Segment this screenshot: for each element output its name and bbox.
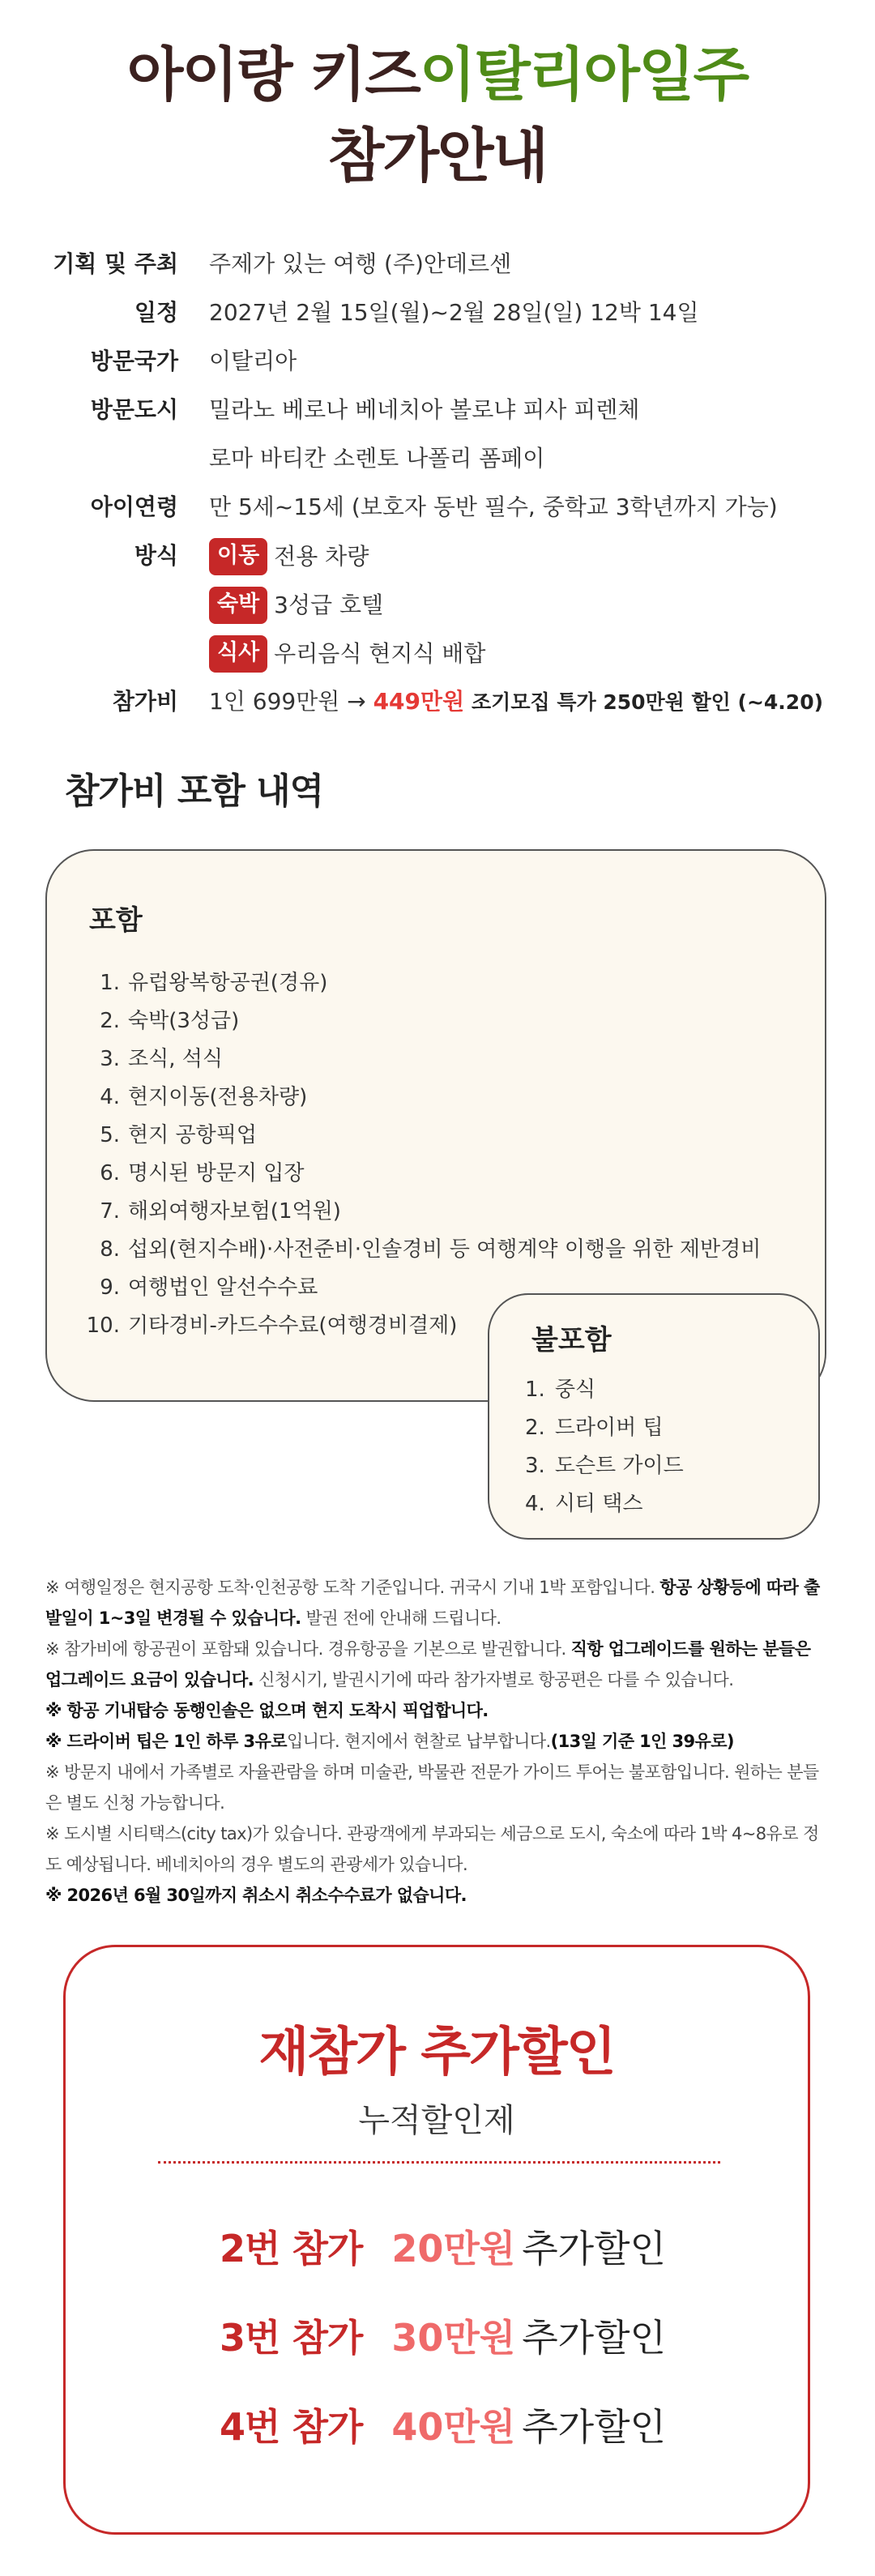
info-value: 2027년 2월 15일(월)~2월 28일(일) 12박 14일	[209, 299, 699, 326]
list-item: 5. 현지 공항픽업	[100, 1123, 257, 1147]
info-value: 만 5세~15세 (보호자 동반 필수, 중학교 3학년까지 가능)	[209, 493, 778, 520]
discount-row	[220, 2309, 666, 2365]
method-text: 3성급 호텔	[274, 592, 384, 618]
info-row-cities-2	[0, 434, 875, 483]
discount-subtitle: 누적할인제	[358, 2102, 515, 2139]
discount-box	[63, 1945, 810, 2535]
fee-new: 449만원	[373, 688, 465, 715]
info-label: 방문국가	[90, 348, 178, 374]
discount-label: 추가할인	[522, 2405, 666, 2449]
exclude-box	[488, 1293, 820, 1540]
include-list	[79, 964, 761, 1345]
list-item: 8. 섭외(현지수배)·사전준비·인솔경비 등 여행계약 이행을 위한 제반경비	[100, 1237, 762, 1262]
fee-note: 조기모집 특가 250만원 할인 (~4.20)	[472, 690, 824, 714]
info-value: 이탈리아	[209, 348, 297, 374]
info-label: 기획 및 주최	[53, 250, 178, 277]
discount-row	[220, 2398, 666, 2454]
info-row-method-3	[0, 629, 875, 677]
info-value: 로마 바티칸 소렌토 나폴리 폼페이	[209, 445, 545, 472]
fee-value	[209, 677, 823, 727]
method-item	[209, 580, 383, 630]
info-label: 방식	[134, 542, 178, 569]
method-tag: 식사	[209, 635, 267, 673]
list-item: 1. 중식	[525, 1378, 596, 1402]
list-item: 3. 도슨트 가이드	[525, 1454, 684, 1478]
section-title: 참가비 포함 내역	[65, 771, 324, 812]
note-airfare: ※ 참가비에 항공권이 포함돼 있습니다. 경유항공을 기본으로 발권합니다. 직항 업그레이드를 원하는 분들은 업그레이드 요금이 있습니다. 신청시기, 발권시기에 따라 참가자별로 항공편은 다를 수 있습니다.	[45, 1639, 811, 1690]
exclude-title: 불포함	[531, 1324, 612, 1356]
discount-label: 추가할인	[522, 2227, 666, 2271]
info-value: 밀라노 베로나 베네치아 볼로냐 피사 피렌체	[209, 396, 640, 423]
discount-amount: 40만원	[391, 2405, 516, 2449]
info-row-schedule	[0, 288, 875, 337]
method-text: 우리음식 현지식 배합	[274, 640, 486, 667]
info-row-cities	[0, 386, 875, 434]
include-title: 포함	[89, 904, 143, 937]
discount-count: 2번 참가	[220, 2227, 363, 2271]
title-part2: 이탈리아일주	[419, 41, 749, 109]
note-museum: ※ 방문지 내에서 가족별로 자율관람을 하며 미술관, 박물관 전문가 가이드 투어는 불포함입니다. 원하는 분들은 별도 신청 가능합니다.	[45, 1762, 819, 1813]
list-item: 4. 현지이동(전용차량)	[100, 1085, 308, 1109]
exclude-list	[525, 1371, 684, 1523]
info-value: 주제가 있는 여행 (주)안데르센	[209, 250, 512, 277]
list-item: 2. 드라이버 팁	[525, 1416, 664, 1440]
note-flight-schedule: ※ 여행일정은 현지공항 도착·인천공항 도착 기준입니다. 귀국시 기내 1박 포함입니다. 항공 상황등에 따라 출발일이 1~3일 변경될 수 있습니다. 발권 전에 안내해 드립니다.	[45, 1578, 820, 1628]
list-item: 3. 조식, 석식	[100, 1047, 223, 1071]
fee-original: 1인 699만원 →	[209, 688, 366, 715]
notes	[45, 1572, 831, 1911]
list-item: 2. 숙박(3성급)	[100, 1009, 240, 1033]
discount-divider	[158, 2161, 720, 2164]
info-row-method-2	[0, 580, 875, 629]
method-item	[209, 629, 485, 678]
page-title	[0, 34, 875, 196]
list-item: 10. 기타경비-카드수수료(여행경비결제)	[86, 1314, 458, 1338]
method-tag: 숙박	[209, 587, 267, 624]
discount-count: 3번 참가	[220, 2316, 363, 2360]
info-row-method	[0, 532, 875, 580]
title-line2: 참가안내	[327, 122, 548, 190]
info-label: 일정	[134, 299, 178, 326]
note-pickup: ※ 항공 기내탑승 동행인솔은 없으며 현지 도착시 픽업합니다.	[45, 1701, 489, 1720]
info-label: 아이연령	[90, 493, 178, 520]
discount-label: 추가할인	[522, 2316, 666, 2360]
discount-amount: 30만원	[391, 2316, 516, 2360]
info-label: 참가비	[112, 688, 178, 715]
discount-row	[220, 2219, 666, 2276]
list-item: 4. 시티 택스	[525, 1492, 643, 1516]
discount-amount: 20만원	[391, 2227, 516, 2271]
note-cancellation: ※ 2026년 6월 30일까지 취소시 취소수수료가 없습니다.	[45, 1886, 467, 1905]
list-item: 6. 명시된 방문지 입장	[100, 1161, 305, 1185]
info-row-host	[0, 240, 875, 288]
discount-title: 재참가 추가할인	[258, 2023, 615, 2083]
method-item	[209, 532, 369, 581]
info-row-age	[0, 483, 875, 532]
method-tag: 이동	[209, 538, 267, 575]
info-row-country	[0, 337, 875, 386]
info-row-fee	[0, 677, 875, 726]
note-city-tax: ※ 도시별 시티택스(city tax)가 있습니다. 관광객에게 부과되는 세금으로 도시, 숙소에 따라 1박 4~8유로 정도 예상됩니다. 베네치아의 경우 별도의 관광세가 있습니다.	[45, 1824, 819, 1874]
discount-count: 4번 참가	[220, 2405, 363, 2449]
list-item: 9. 여행법인 알선수수료	[100, 1275, 318, 1300]
info-label: 방문도시	[90, 396, 178, 423]
method-text: 전용 차량	[274, 543, 369, 570]
title-part1: 아이랑 키즈	[126, 41, 420, 109]
list-item: 1. 유럽왕복항공권(경유)	[100, 971, 328, 995]
note-driver-tip: ※ 드라이버 팁은 1인 하루 3유로입니다. 현지에서 현찰로 납부합니다.(13일 기준 1인 39유로)	[45, 1732, 734, 1751]
list-item: 7. 해외여행자보험(1억원)	[100, 1199, 341, 1224]
